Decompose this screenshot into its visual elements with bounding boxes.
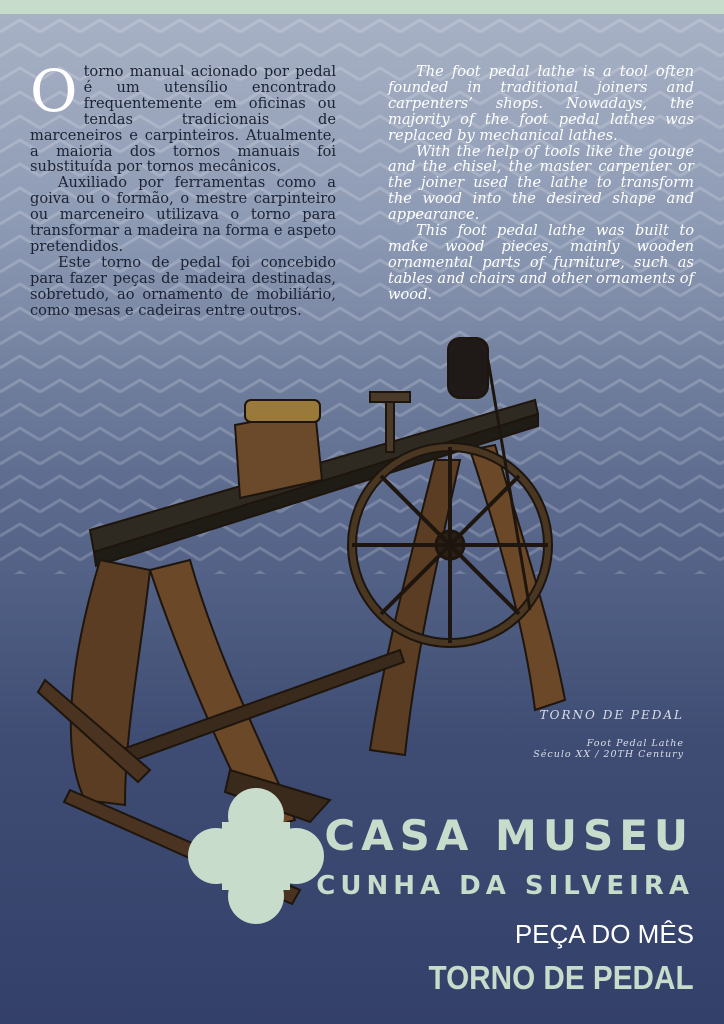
piece-of-the-month-label: PEÇA DO MÊS: [514, 919, 694, 949]
photo-caption: [533, 708, 684, 760]
text-column-portuguese: [30, 57, 336, 319]
paragraph-pt-2: Auxiliado por ferramentas como a goiva ou o formão, o mestre carpinteiro ou marceneiro utilizava o torno para transformar a madeira na forma e aspeto pretendidos.: [30, 174, 336, 255]
museum-name-line-2: CUNHA DA SILVEIRA: [316, 871, 694, 901]
paragraph-en-2: With the help of tools like the gouge and the chisel, the master carpenter or the joiner used the lathe to transform the wood into the desired shape and appearance.: [388, 142, 694, 224]
paragraph-pt-1: [30, 57, 336, 176]
caption-date: Século XX / 20TH Century: [533, 749, 684, 760]
top-accent-bar: [0, 0, 724, 14]
quatrefoil-logo-icon: [186, 786, 326, 926]
piece-title: TORNO DE PEDAL: [428, 959, 694, 996]
museum-name-line-1: CASA MUSEU: [324, 811, 694, 860]
caption-title: TORNO DE PEDAL: [539, 708, 684, 722]
drop-cap: O: [30, 57, 78, 125]
paragraph-en-1: The foot pedal lathe is a tool often founded in traditional joiners and carpenters’ shops. Nowadays, the majority of the foot pedal lathes was replaced by mechanical lathes.: [388, 63, 694, 144]
paragraph-en-3: This foot pedal lathe was built to make wood pieces, mainly wooden ornamental parts of furniture, such as tables and chairs and other ornaments of wood.: [388, 222, 694, 303]
text-column-english: [388, 64, 694, 303]
paragraph-pt-3: Este torno de pedal foi concebido para fazer peças de madeira destinadas, sobretudo, ao ornamento de mobiliário, como mesas e cadeiras entre outros.: [30, 253, 336, 319]
paragraph-pt-1-text: torno manual acionado por pedal é um utensílio encontrado frequentemente em oficinas ou tendas tradicionais de marceneiros e carpinteiros. Atualmente, a maioria dos tornos manuais foi substituída por tornos mecânicos.: [30, 63, 336, 176]
caption-subtitle-english: Foot Pedal Lathe: [586, 738, 684, 749]
